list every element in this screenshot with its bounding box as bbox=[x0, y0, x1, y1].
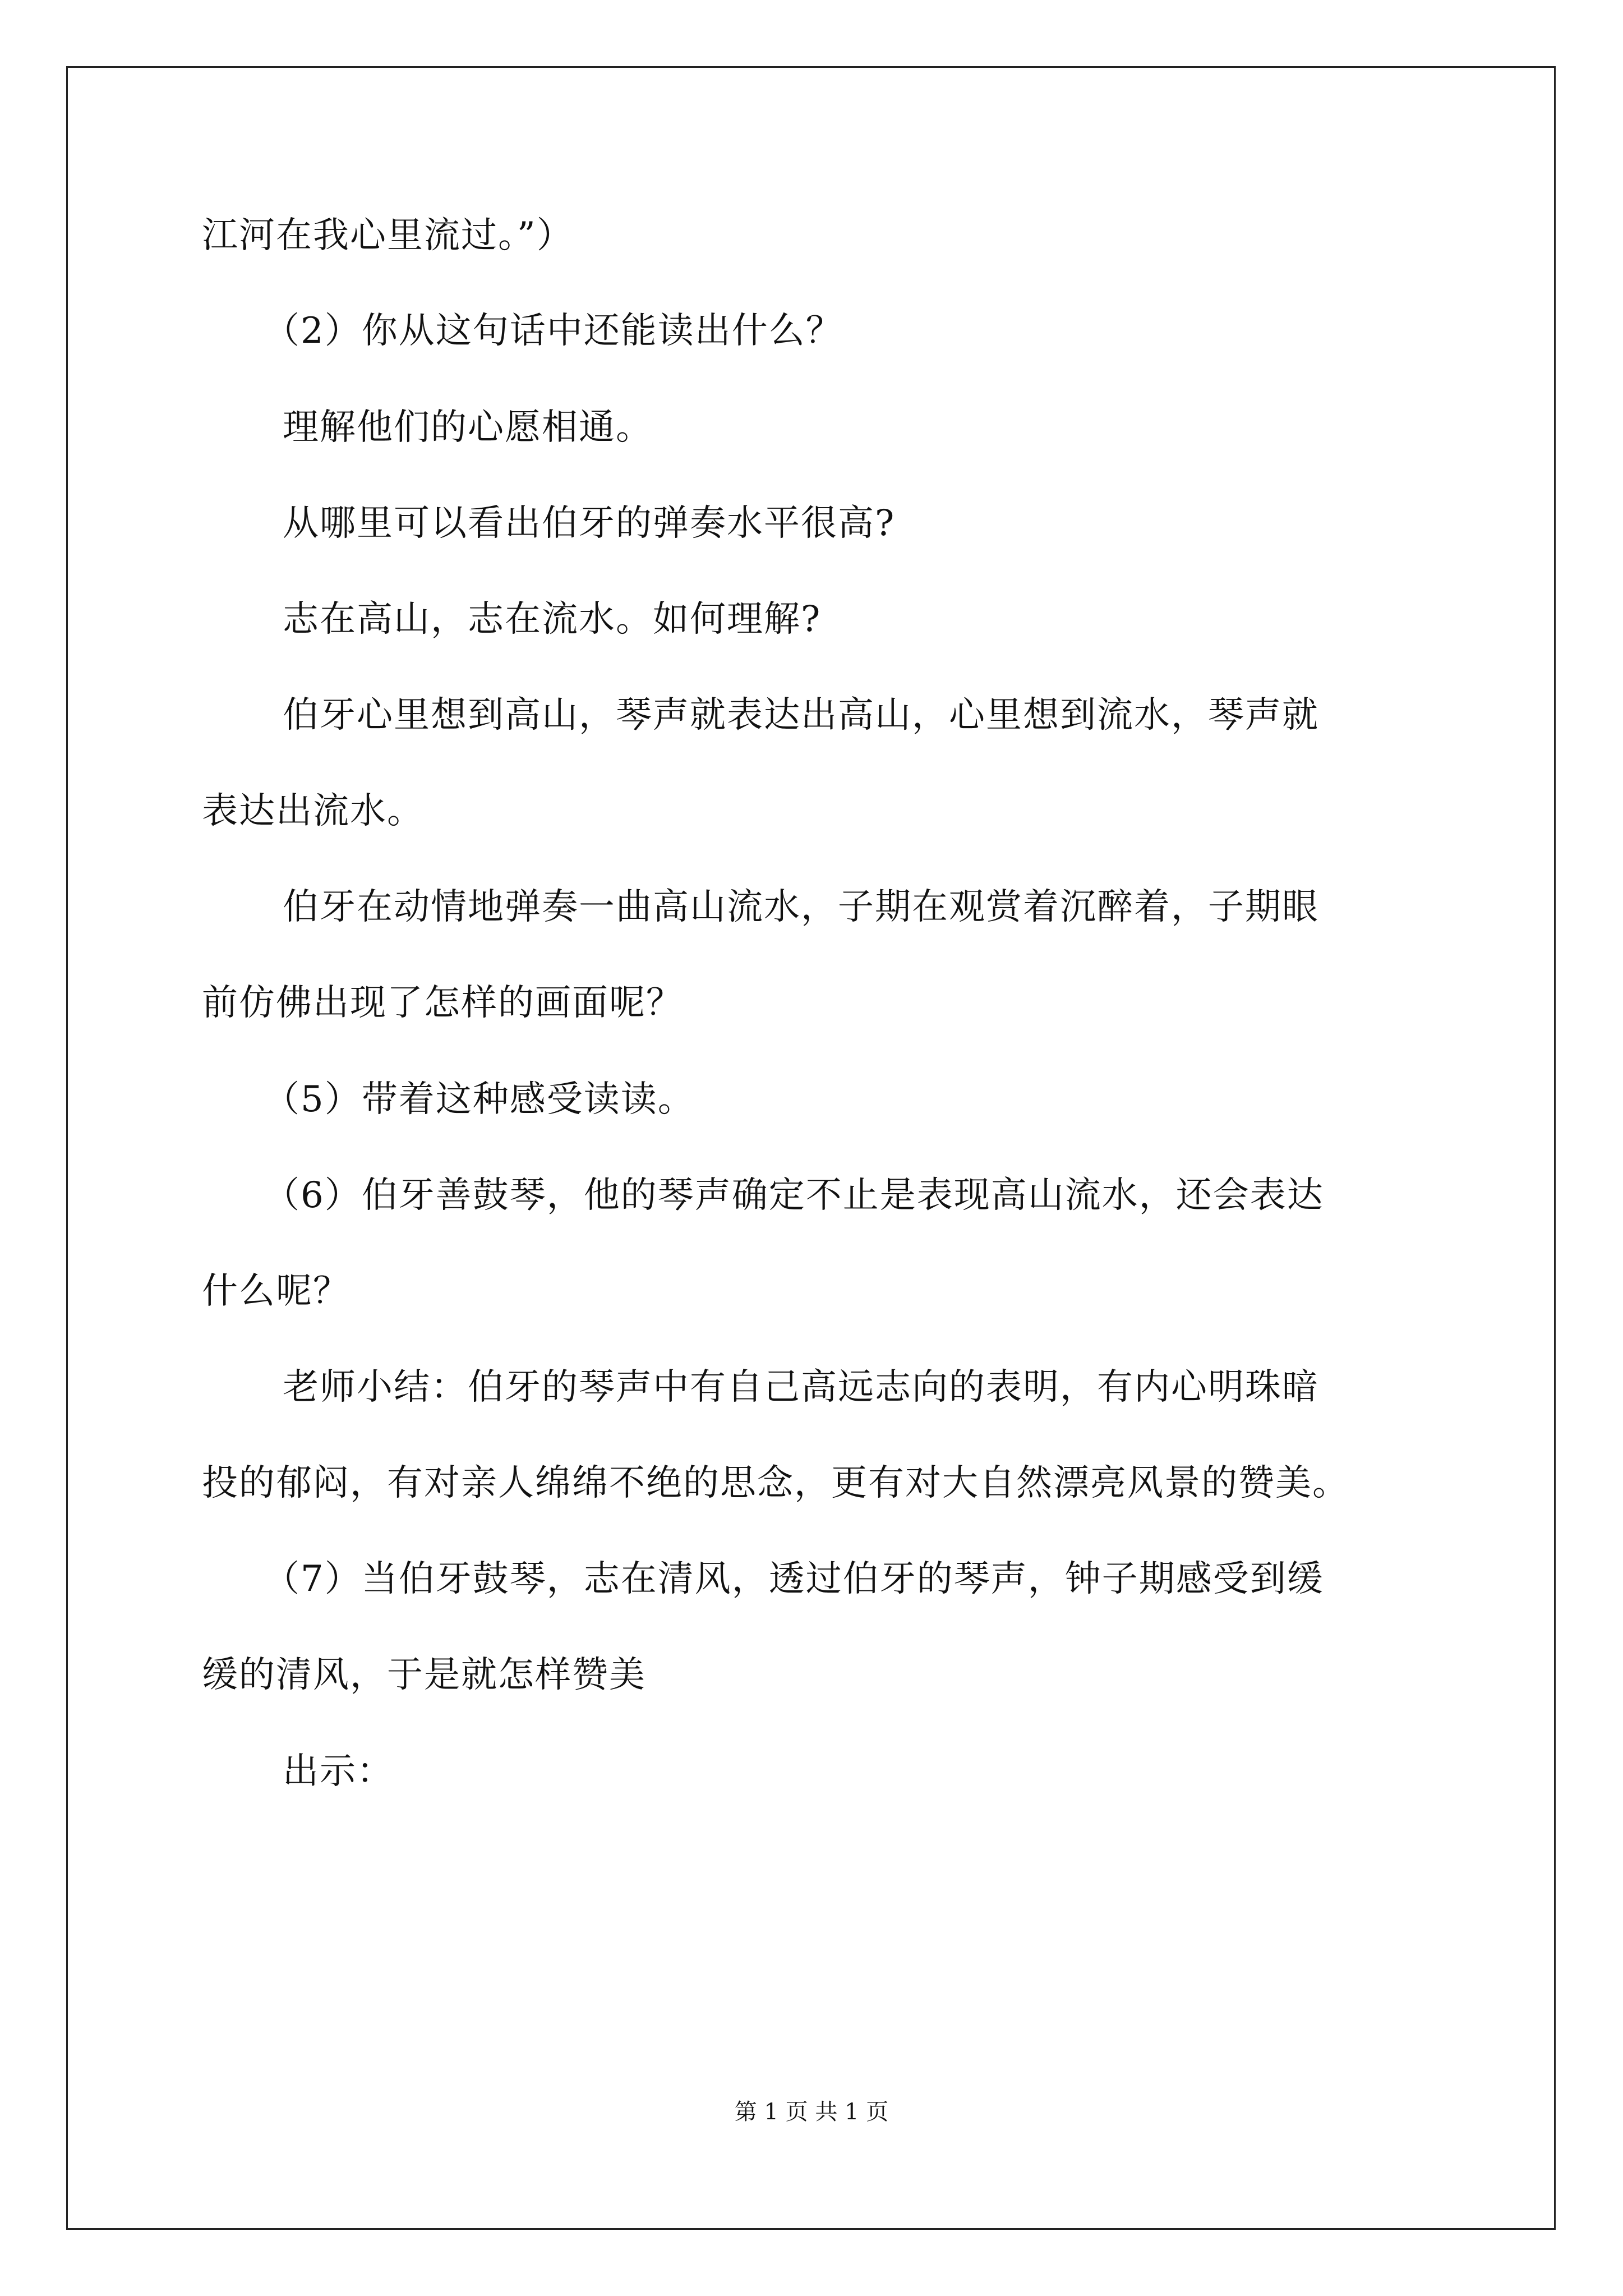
text-line: 投的郁闷，有对亲人绵绵不绝的思念，更有对大自然漂亮风景的赞美。 bbox=[202, 1462, 1349, 1504]
text-line: 从哪里可以看出伯牙的弹奏水平很高? bbox=[283, 503, 896, 544]
text-line: （5）带着这种感受读读。 bbox=[264, 1079, 695, 1120]
page-number: 第 1 页 共 1 页 bbox=[734, 2099, 889, 2125]
text-line: 表达出流水。 bbox=[202, 790, 424, 832]
page-border bbox=[66, 66, 1556, 2230]
text-line: （7）当伯牙鼓琴，志在清风，透过伯牙的琴声，钟子期感受到缓 bbox=[264, 1558, 1324, 1600]
text-line: 理解他们的心愿相通。 bbox=[283, 407, 653, 448]
text-line: （6）伯牙善鼓琴，他的琴声确定不止是表现高山流水，还会表达 bbox=[264, 1175, 1324, 1216]
text-line: 前仿佛出现了怎样的画面呢？ bbox=[202, 982, 683, 1024]
text-line: 江河在我心里流过。”） bbox=[202, 215, 574, 256]
text-line: 缓的清风，于是就怎样赞美 bbox=[202, 1654, 646, 1696]
text-line: 出示： bbox=[283, 1751, 394, 1792]
text-line: 什么呢？ bbox=[202, 1271, 350, 1312]
text-line: （2）你从这句话中还能读出什么？ bbox=[264, 310, 843, 352]
text-line: 伯牙心里想到高山，琴声就表达出高山，心里想到流水，琴声就 bbox=[283, 694, 1319, 736]
text-line: 伯牙在动情地弹奏一曲高山流水，子期在观赏着沉醉着，子期眼 bbox=[283, 886, 1319, 928]
text-line: 老师小结：伯牙的琴声中有自己高远志向的表明，有内心明珠暗 bbox=[283, 1366, 1319, 1408]
text-line: 志在高山，志在流水。如何理解? bbox=[283, 599, 822, 640]
